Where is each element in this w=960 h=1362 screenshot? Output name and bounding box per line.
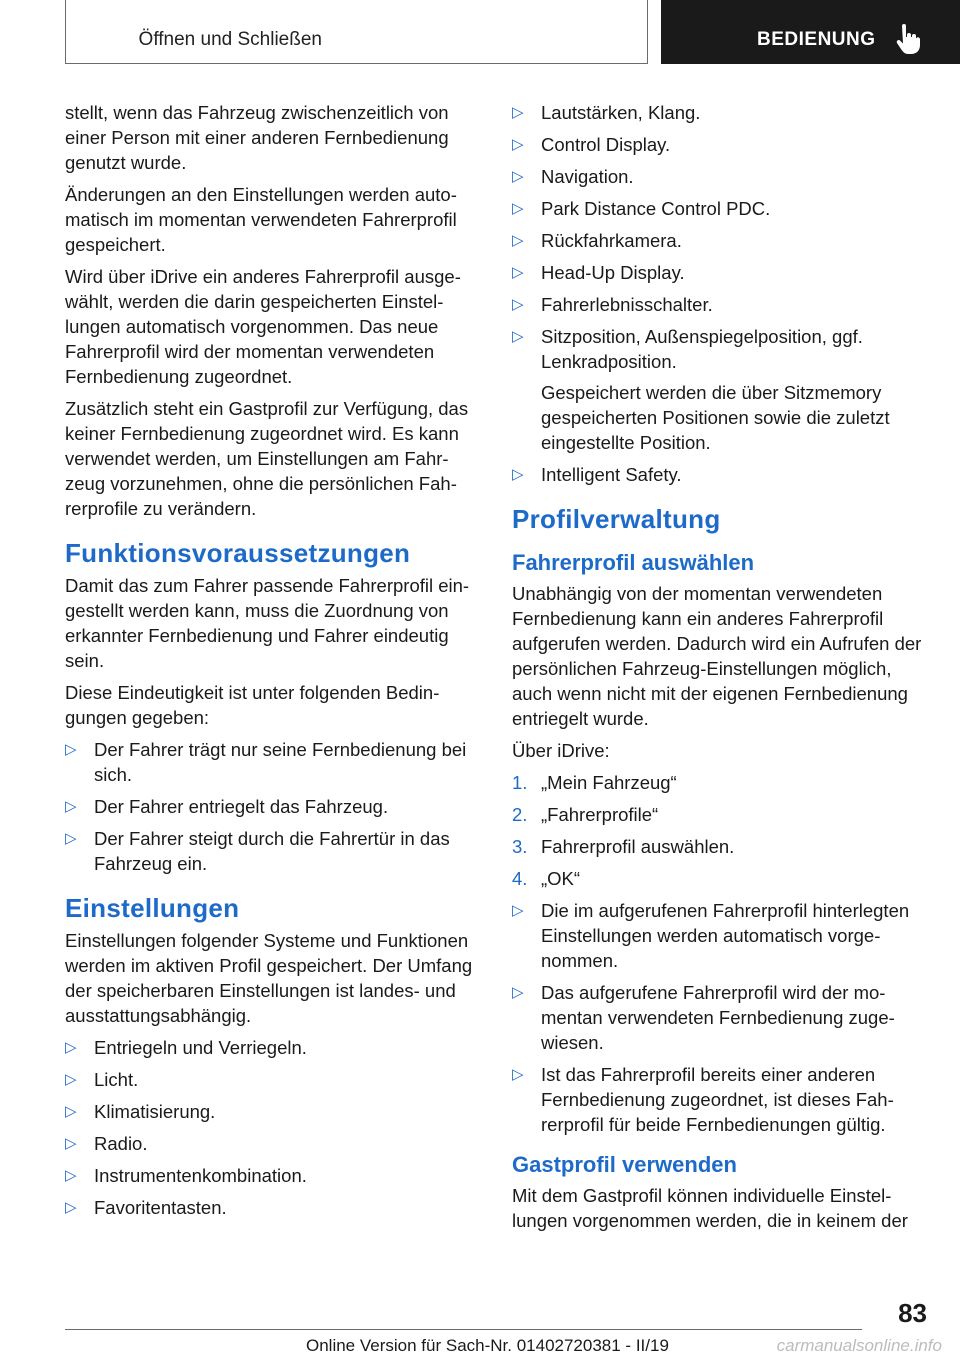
triangle-bullet-icon: ▷ <box>512 902 524 919</box>
step-number: 1. <box>512 772 528 793</box>
heading-settings: Einstellungen <box>65 893 240 923</box>
triangle-bullet-icon: ▷ <box>512 232 524 249</box>
list-item: ▷ Der Fahrer trägt nur seine Fernbedienung bei sich. <box>65 739 467 785</box>
list-item: ▷ Der Fahrer steigt durch die Fahrertür in das Fahrzeug ein. <box>65 828 450 874</box>
page-number: 83 <box>898 1298 927 1328</box>
chapter-tab <box>661 0 960 64</box>
heading-functions: Funktionsvoraussetzungen <box>65 538 411 568</box>
list-item: ▷ Das aufgerufene Fahrerprofil wird der momentan verwendeten Fernbedienung zugewiesen. <box>512 982 895 1053</box>
triangle-bullet-icon: ▷ <box>65 1103 77 1120</box>
list-item: ▷ Der Fahrer entriegelt das Fahrzeug. <box>65 796 389 817</box>
step-item: 4. „OK“ <box>512 868 581 889</box>
triangle-bullet-icon: ▷ <box>512 328 524 345</box>
triangle-bullet-icon: ▷ <box>65 1199 77 1216</box>
step-item: 1. „Mein Fahrzeug“ <box>512 772 677 793</box>
settings-list <box>65 1035 481 1220</box>
paragraph: Änderungen an den Einstellungen werden automatisch im momentan verwendeten Fahrerprofil gespeichert. <box>65 184 457 255</box>
step-item: 3. Fahrerprofil auswählen. <box>512 836 735 857</box>
triangle-bullet-icon: ▷ <box>512 136 524 153</box>
triangle-bullet-icon: ▷ <box>65 830 77 847</box>
list-item: ▷ Instrumentenkombination. <box>65 1165 307 1186</box>
chapter-tab-label: BEDIENUNG <box>757 29 876 50</box>
steps-list <box>512 770 930 891</box>
list-item: ▷ Die im aufgerufenen Fahrerprofil hinterlegten Einstellungen werden automatisch vorgenommen. <box>512 900 910 971</box>
triangle-bullet-icon: ▷ <box>512 296 524 313</box>
paragraph: stellt, wenn das Fahrzeug zwischenzeitlich von einer Person mit einer anderen Fernbedienung genutzt wurde. <box>65 102 449 173</box>
list-item: ▷ Navigation. <box>512 166 634 187</box>
footer-version-text: Online Version für Sach-Nr. 01402720381 - II/19 <box>306 1336 669 1355</box>
triangle-bullet-icon: ▷ <box>65 798 77 815</box>
triangle-bullet-icon: ▷ <box>65 1039 77 1056</box>
footer-divider <box>65 1329 862 1330</box>
paragraph: Einstellungen folgender Systeme und Funktionen werden im aktiven Profil gespeichert. Der Umfang der speicherbaren Einstellungen ist landes- und ausstattungsabhängig. <box>65 930 473 1026</box>
heading-profile-management: Profilverwaltung <box>512 504 721 534</box>
triangle-bullet-icon: ▷ <box>512 168 524 185</box>
watermark: carmanualsonline.info <box>776 1336 942 1355</box>
triangle-bullet-icon: ▷ <box>65 1071 77 1088</box>
list-item: ▷ Sitzposition, Außenspiegelposition, ggf. Lenkradposition. Gespeichert werden die über Sitzmemory gespeicherten Positionen sowie die zuletzt eingestellte Position. <box>512 324 930 455</box>
triangle-bullet-icon: ▷ <box>65 1135 77 1152</box>
paragraph: Über iDrive: <box>512 740 610 761</box>
paragraph: Wird über iDrive ein anderes Fahrerprofil ausgewählt, werden die darin gespeicherten Einstellungen automatisch vorgenommen. Das neue Fahrerprofil wird der momentan verwendeten Fernbedienung zugeordnet. <box>65 266 461 387</box>
triangle-bullet-icon: ▷ <box>65 741 77 758</box>
triangle-bullet-icon: ▷ <box>512 984 524 1001</box>
functions-list <box>65 737 481 876</box>
results-list <box>512 898 930 1137</box>
heading-guest-profile: Gastprofil verwenden <box>512 1152 737 1177</box>
list-item: ▷ Licht. <box>65 1069 139 1090</box>
settings-list-continued <box>512 100 930 487</box>
triangle-bullet-icon: ▷ <box>512 104 524 121</box>
right-column <box>512 100 930 1240</box>
section-title: Öffnen und Schließen <box>138 29 322 50</box>
paragraph: Diese Eindeutigkeit ist unter folgenden Bedingungen gegeben: <box>65 682 440 728</box>
list-item: ▷ Klimatisierung. <box>65 1101 216 1122</box>
step-number: 2. <box>512 804 528 825</box>
paragraph: Damit das zum Fahrer passende Fahrerprofil eingestellt werden kann, muss die Zuordnung von erkannter Fernbedienung und Fahrer eindeutig sein. <box>65 575 470 671</box>
list-item: ▷ Entriegeln und Verriegeln. <box>65 1037 307 1058</box>
list-item: ▷ Favoritentasten. <box>65 1197 227 1218</box>
list-item: ▷ Radio. <box>65 1133 148 1154</box>
paragraph: Mit dem Gastprofil können individuelle Einstellungen vorgenommen werden, die in keinem der <box>512 1185 908 1231</box>
paragraph: Zusätzlich steht ein Gastprofil zur Verfügung, das keiner Fernbedienung zugeordnet wird. Es kann verwendet werden, um Einstellungen am Fahrzeug vorzunehmen, ohne die persönlichen Fahrerprofile zu verändern. <box>65 398 469 519</box>
list-item: ▷ Park Distance Control PDC. <box>512 198 771 219</box>
left-column <box>65 100 481 1227</box>
triangle-bullet-icon: ▷ <box>65 1167 77 1184</box>
step-number: 3. <box>512 836 528 857</box>
list-item: ▷ Intelligent Safety. <box>512 464 682 485</box>
triangle-bullet-icon: ▷ <box>512 200 524 217</box>
list-item: ▷ Rückfahrkamera. <box>512 230 682 251</box>
triangle-bullet-icon: ▷ <box>512 466 524 483</box>
list-item-note: Gespeichert werden die über Sitzmemory gespeicherten Positionen sowie die zuletzt eingestellte Position. <box>541 382 890 453</box>
step-item: 2. „Fahrerprofile“ <box>512 804 659 825</box>
heading-select-profile: Fahrerprofil auswählen <box>512 550 755 575</box>
list-item: ▷ Lautstärken, Klang. <box>512 102 701 123</box>
step-number: 4. <box>512 868 528 889</box>
list-item: ▷ Head-Up Display. <box>512 262 685 283</box>
triangle-bullet-icon: ▷ <box>512 1066 524 1083</box>
list-item: ▷ Ist das Fahrerprofil bereits einer anderen Fernbedienung zugeordnet, ist dieses Fahrerprofil für beide Fernbedienungen gültig. <box>512 1064 894 1135</box>
paragraph: Unabhängig von der momentan verwendeten Fernbedienung kann ein anderes Fahrerprofil aufgerufen werden. Dadurch wird ein Aufrufen der persönlichen Fahrzeug-Einstellungen möglich, auch wenn nicht mit der eigenen Fernbedienung entriegelt wurde. <box>512 583 922 729</box>
triangle-bullet-icon: ▷ <box>512 264 524 281</box>
list-item: ▷ Control Display. <box>512 134 671 155</box>
list-item: ▷ Fahrerlebnisschalter. <box>512 294 713 315</box>
header-section-box <box>65 0 648 64</box>
pointing-hand-icon <box>895 24 921 54</box>
